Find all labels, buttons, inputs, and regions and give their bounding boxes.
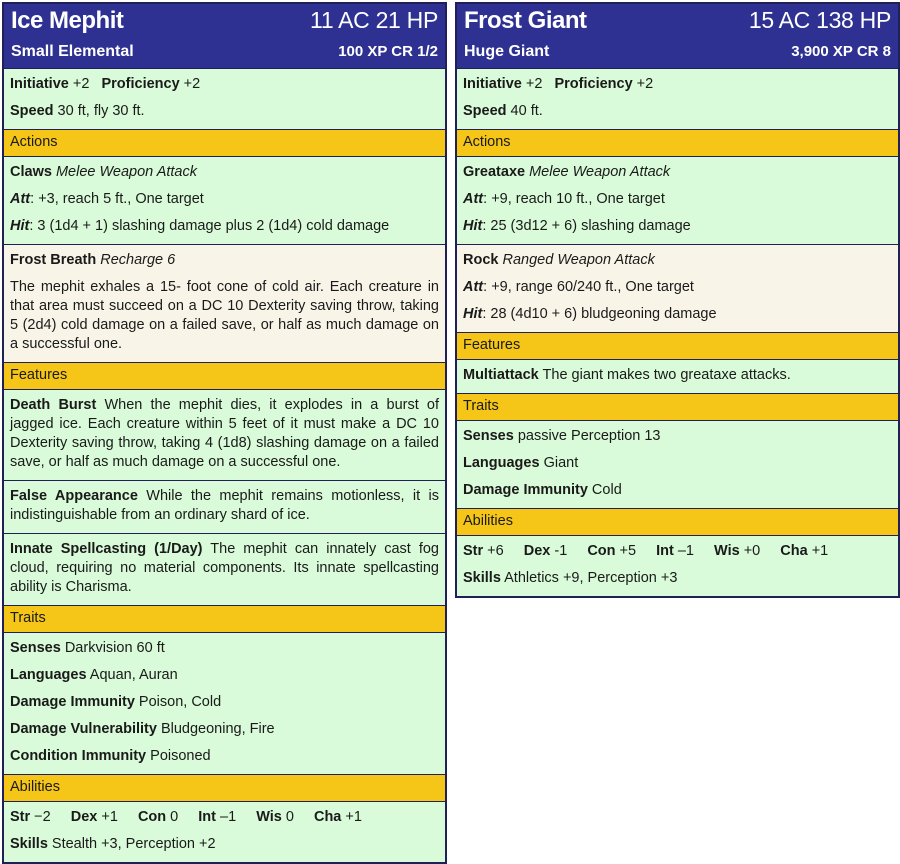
stat-block-header: [457, 4, 898, 68]
ability-wis: Wis 0: [256, 809, 294, 825]
special-action-text: The mephit exhales a 15- foot cone of cold air. Each creature in that area must succeed on a DC 10 Dexterity saving throw, taking 5 (2d4) cold damage on a failed save, or half as much damage on a successful one.: [10, 279, 439, 352]
ability-scores: [10, 804, 439, 831]
speed-line: Speed 30 ft, fly 30 ft.: [10, 103, 145, 119]
attack-att-line: Att: +9, reach 10 ft., One target: [463, 191, 665, 207]
trait-item: Senses Darkvision 60 ft: [10, 640, 165, 656]
ability-scores: [463, 538, 892, 565]
feature-item: Multiattack The giant makes two greataxe attacks.: [463, 367, 791, 383]
xp-cr: 100 XP CR 1/2: [338, 43, 438, 60]
attack-hit-line: Hit: 28 (4d10 + 6) bludgeoning damage: [463, 306, 717, 322]
attack-att-line: Att: +9, range 60/240 ft., One target: [463, 279, 694, 295]
ability-dex: Dex +1: [70, 809, 118, 825]
stat-block-ice-mephit: [2, 2, 447, 864]
attack-name-line: Rock Ranged Weapon Attack: [463, 252, 655, 268]
trait-item: Damage Vulnerability Bludgeoning, Fire: [10, 721, 275, 737]
skills-line: Skills Athletics +9, Perception +3: [463, 570, 678, 586]
attack-att-line: Att: +3, reach 5 ft., One target: [10, 191, 204, 207]
trait-item: Damage Immunity Cold: [463, 482, 622, 498]
attack-name-line: Claws Melee Weapon Attack: [10, 164, 197, 180]
traits-block: [4, 632, 445, 774]
attack-block: [457, 156, 898, 244]
ability-wis: Wis +0: [714, 543, 761, 559]
trait-item: Condition Immunity Poisoned: [10, 748, 211, 764]
ability-int: Int –1: [656, 543, 694, 559]
initiative-line: Initiative +2 Proficiency +2: [10, 76, 201, 92]
section-title-features: Features: [4, 362, 445, 389]
ability-str: Str +6: [463, 543, 504, 559]
attack-block: [457, 244, 898, 332]
special-action-name: Frost Breath Recharge 6: [10, 252, 176, 268]
monster-name: Frost Giant: [464, 7, 587, 34]
feature-block: [4, 533, 445, 605]
traits-block: [457, 420, 898, 508]
feature-item: False Appearance While the mephit remains motionless, it is indistinguishable from an ordinary shard of ice.: [10, 488, 440, 523]
section-title-actions: Actions: [4, 129, 445, 156]
ability-dex: Dex -1: [523, 543, 568, 559]
feature-item: Innate Spellcasting (1/Day) The mephit can innately cast fog cloud, requiring no material components. Its innate spellcasting ability is Charisma.: [10, 541, 439, 595]
section-title-traits: Traits: [4, 605, 445, 632]
basics-block: [4, 68, 445, 129]
monster-type: Small Elemental: [11, 43, 134, 60]
feature-block: [457, 359, 898, 393]
xp-cr: 3,900 XP CR 8: [791, 43, 891, 60]
ac-hp: 11 AC 21 HP: [310, 7, 438, 33]
skills-line: Skills Stealth +3, Perception +2: [10, 836, 216, 852]
ability-str: Str −2: [10, 809, 51, 825]
ability-int: Int –1: [198, 809, 237, 825]
ability-cha: Cha +1: [780, 543, 829, 559]
attack-hit-line: Hit: 25 (3d12 + 6) slashing damage: [463, 218, 691, 234]
monster-name: Ice Mephit: [11, 7, 124, 34]
speed-line: Speed 40 ft.: [463, 103, 543, 119]
basics-block: [457, 68, 898, 129]
ac-hp: 15 AC 138 HP: [748, 7, 891, 33]
stat-block-frost-giant: [455, 2, 900, 598]
special-action-block: [4, 244, 445, 362]
section-title-traits: Traits: [457, 393, 898, 420]
attack-hit-line: Hit: 3 (1d4 + 1) slashing damage plus 2 (1d4) cold damage: [10, 218, 390, 234]
trait-item: Languages Aquan, Auran: [10, 667, 178, 683]
monster-type: Huge Giant: [464, 43, 550, 60]
attack-block: [4, 156, 445, 244]
section-title-abilities: Abilities: [457, 508, 898, 535]
section-title-actions: Actions: [457, 129, 898, 156]
abilities-block: [4, 801, 445, 862]
feature-item: Death Burst When the mephit dies, it explodes in a burst of jagged ice. Each creature within 5 feet of it must make a DC 10 Dexterity saving throw, taking 4 (1d8) slashing damage on a failed save, or half as much damage on a successful one.: [10, 397, 439, 470]
ability-con: Con 0: [137, 809, 179, 825]
ability-cha: Cha +1: [313, 809, 362, 825]
section-title-abilities: Abilities: [4, 774, 445, 801]
trait-item: Senses passive Perception 13: [463, 428, 661, 444]
feature-block: [4, 480, 445, 533]
attack-name-line: Greataxe Melee Weapon Attack: [463, 164, 671, 180]
ability-con: Con +5: [587, 543, 637, 559]
abilities-block: [457, 535, 898, 596]
trait-item: Languages Giant: [463, 455, 579, 471]
section-title-features: Features: [457, 332, 898, 359]
feature-block: [4, 389, 445, 480]
trait-item: Damage Immunity Poison, Cold: [10, 694, 222, 710]
initiative-line: Initiative +2 Proficiency +2: [463, 76, 654, 92]
stat-block-header: [4, 4, 445, 68]
